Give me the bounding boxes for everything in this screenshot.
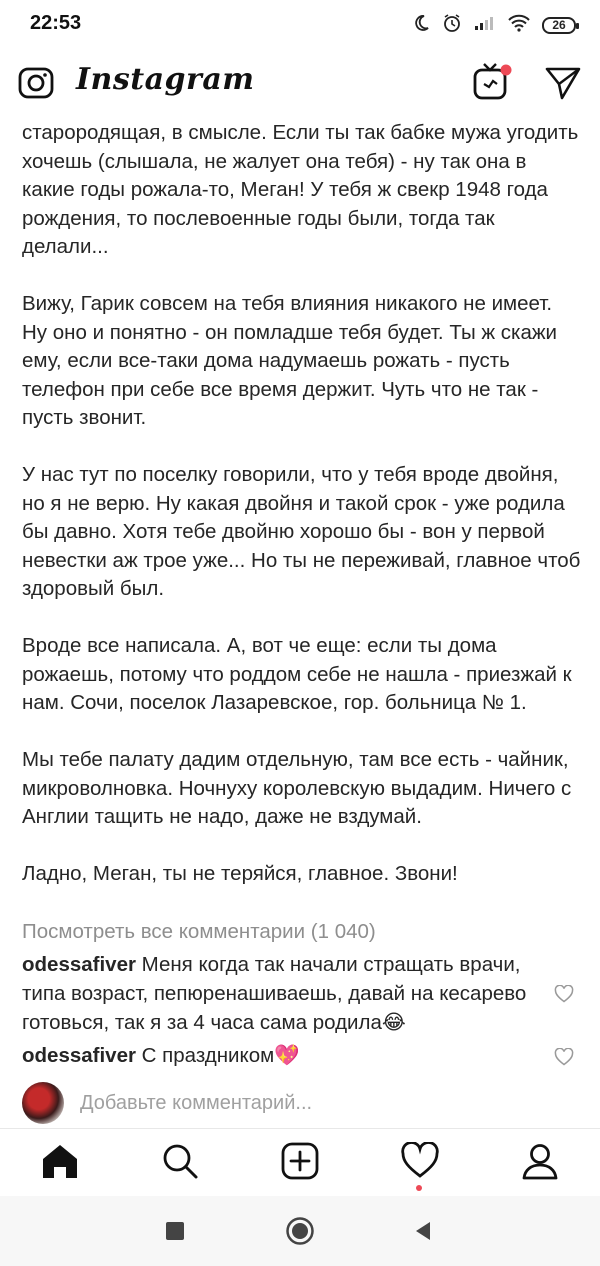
caption-paragraph: Ладно, Меган, ты не теряйся, главное. Звони!: [22, 862, 458, 885]
app-logo: Instagram: [76, 62, 255, 97]
view-all-comments-link[interactable]: Посмотреть все комментарии (1 040): [22, 920, 376, 943]
comment-text: С праздником: [141, 1044, 275, 1067]
tab-bar: [0, 1128, 600, 1197]
direct-icon[interactable]: [544, 66, 582, 105]
comment-username[interactable]: odessafiver: [22, 953, 136, 976]
add-comment-row[interactable]: [0, 1080, 600, 1128]
caption-paragraph: Мы тебе палату дадим отдельную, там все есть - чайник, микроволновка. Ночнуху королевскую выдадим. Ничего с Англии тащить не надо, даже не вздумай.: [22, 748, 572, 828]
emoji-laughing: 😂: [381, 1011, 406, 1034]
home-button[interactable]: [285, 1216, 315, 1246]
like-comment-heart-icon[interactable]: [554, 985, 574, 1008]
caption-paragraph: Вижу, Гарик совсем на тебя влияния никакого не имеет. Ну оно и понятно - он помладше тебя будет. Ты ж скажи ему, если все-таки дома надумаешь рожать - пусть телефон при себе все время держит. Чуть что не так - пусть звонит.: [22, 292, 558, 429]
status-bar: [0, 0, 600, 50]
app-header: [0, 50, 600, 116]
new-post-icon[interactable]: [278, 1139, 322, 1183]
comment-text: Меня когда так начали стращать врачи, типа возраст, пепюренашиваешь, давай на кесарево готовься, так я за 4 часа сама родила: [22, 953, 527, 1034]
alarm-icon: [442, 13, 462, 38]
system-nav-bar: [0, 1196, 600, 1266]
comment: [22, 1041, 552, 1070]
post-caption: [22, 119, 582, 917]
camera-icon[interactable]: [18, 66, 54, 105]
signal-icon: [474, 15, 496, 36]
activity-icon[interactable]: [398, 1139, 442, 1183]
user-avatar: [22, 1082, 64, 1124]
home-icon[interactable]: [38, 1139, 82, 1183]
battery-icon: 26: [542, 17, 576, 34]
moon-icon: [412, 14, 430, 37]
back-button[interactable]: [408, 1216, 438, 1246]
igtv-icon[interactable]: [472, 62, 514, 107]
caption-paragraph: старородящая, в смысле. Если ты так бабке мужа угодить хочешь (слышала, не жалует она тебя) - ну так она в какие годы рожала-то, Меган! У тебя ж свекр 1948 года рождения, то послевоенные годы были, тогда так делали...: [22, 121, 579, 258]
caption-paragraph: У нас тут по поселку говорили, что у тебя вроде двойня, но я не верю. Ну какая двойня и такой срок - уже родила бы давно. Хотя тебе двойню хорошо бы - вон у первой невестки аж трое уже... Но ты не переживай, главное чтоб здоровый был.: [22, 463, 581, 600]
comment-username[interactable]: odessafiver: [22, 1044, 136, 1067]
search-icon[interactable]: [158, 1139, 202, 1183]
emoji-heart: 💖: [274, 1044, 300, 1067]
like-comment-heart-icon[interactable]: [554, 1048, 574, 1071]
wifi-icon: [508, 14, 530, 37]
comment: [22, 950, 552, 1037]
status-icons: [412, 12, 576, 38]
profile-icon[interactable]: [518, 1139, 562, 1183]
status-time: 22:53: [30, 12, 82, 34]
recent-apps-button[interactable]: [160, 1216, 190, 1246]
caption-paragraph: Вроде все написала. А, вот че еще: если ты дома рожаешь, потому что роддом себе не нашла - приезжай к нам. Сочи, поселок Лазаревское, гор. больница № 1.: [22, 634, 572, 714]
notification-dot: [416, 1185, 422, 1191]
add-comment-input[interactable]: Добавьте комментарий...: [80, 1092, 313, 1114]
